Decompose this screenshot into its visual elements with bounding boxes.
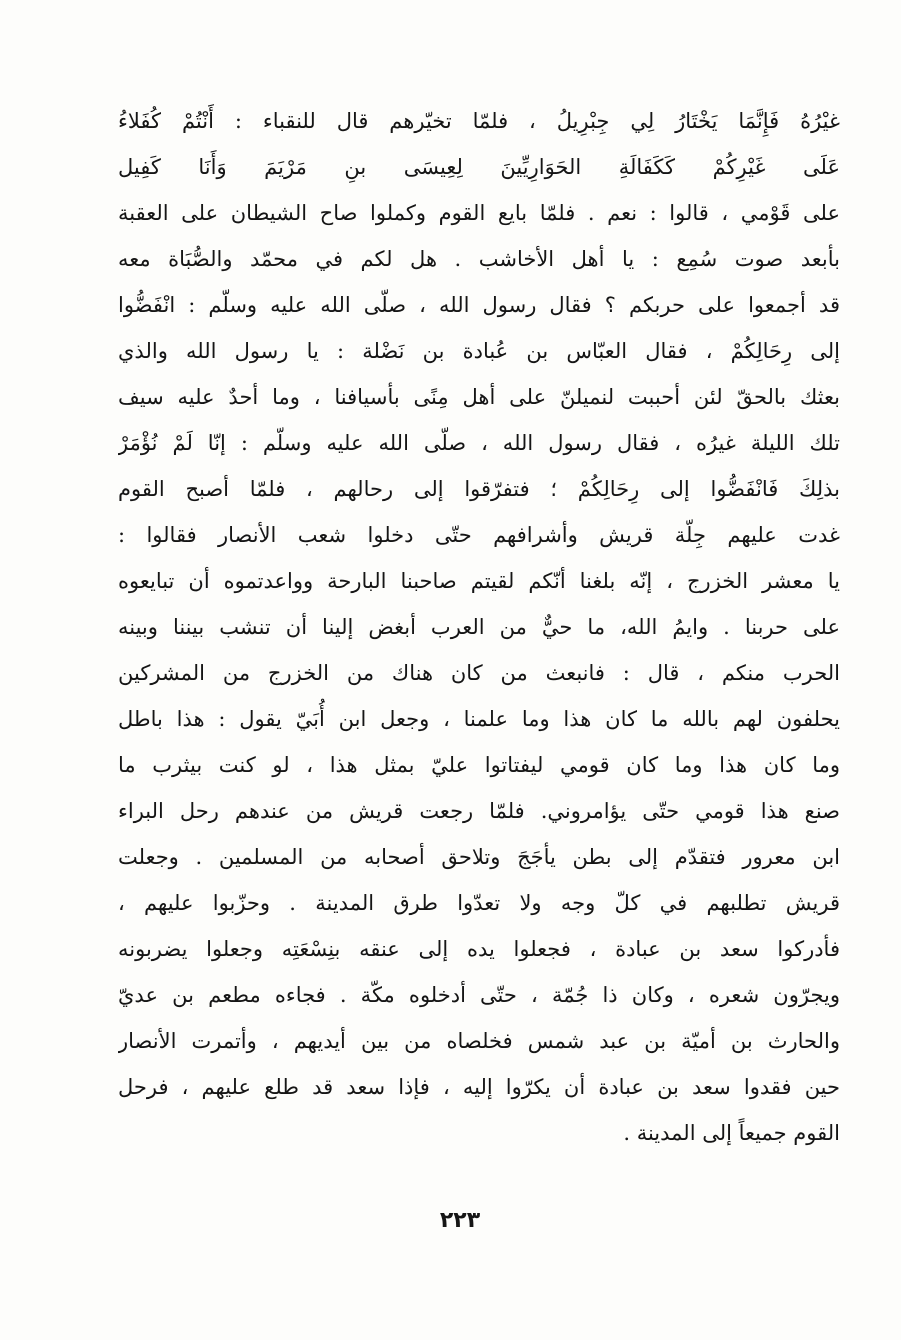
text-line: الحرب منكم ، قال : فانبعث من كان هناك من الخزرج من المشركين [118,661,840,685]
text-line: يحلفون لهم بالله ما كان هذا وما علمنا ، وجعل ابن أُبَيّ يقول : هذا باطل [118,707,840,731]
text-line: على قَوْمي ، قالوا : نعم . فلمّا بايع القوم وكملوا صاح الشيطان على العقبة [118,201,840,225]
text-line: إلى رِحَالِكُمْ ، فقال العبّاس بن عُبادة بن نَضْلة : يا رسول الله والذي [118,339,840,363]
page-number: ٢٢٣ [439,1208,481,1233]
text-line: ويجرّون شعره ، وكان ذا جُمّة ، حتّى أدخلوه مكّة . فجاءه مطعم بن عديّ [118,983,840,1007]
text-line: بذلِكَ فَانْفَضُّوا إلى رِحَالِكُمْ ؛ فتفرّقوا إلى رحالهم ، فلمّا أصبح القوم [118,477,840,501]
text-line: عَلَى غَيْرِكُمْ كَكَفَالَةِ الحَوَارِيِّينَ لِعِيسَى بنِ مَرْيَمَ وَأَنَا كَفِيل [118,155,840,179]
text-line: تلك الليلة غيرُه ، فقال رسول الله ، صلّى الله عليه وسلّم : إنّا لَمْ نُؤْمَرْ [118,431,840,455]
text-line: صنع هذا قومي حتّى يؤامروني. فلمّا رجعت قريش من عندهم رحل البراء [118,799,840,823]
text-line: قريش تطلبهم في كلّ وجه ولا تعدّوا طرق المدينة . وحزّبوا عليهم ، [118,891,840,915]
text-line: بأبعد صوت سُمِع : يا أهل الأخاشب . هل لكم في محمّد والصُّبَاة معه [118,247,840,271]
text-line-final: القوم جميعاً إلى المدينة . [623,1121,840,1145]
text-line: حين فقدوا سعد بن عبادة أن يكرّوا إليه ، فإذا سعد قد طلع عليهم ، فرحل [118,1075,840,1099]
text-line: غدت عليهم جِلّة قريش وأشرافهم حتّى دخلوا شعب الأنصار فقالوا : [118,523,840,547]
text-line: يا معشر الخزرج ، إنّه بلغنا أنّكم لقيتم صاحبنا البارحة وواعدتموه أن تبايعوه [118,569,840,593]
body-text [118,98,840,1156]
text-line: فأدركوا سعد بن عبادة ، فجعلوا يده إلى عنقه بنِسْعَتِه وجعلوا يضربونه [118,937,840,961]
text-line: والحارث بن أميّة بن عبد شمس فخلصاه من بين أيديهم ، وأتمرت الأنصار [118,1029,840,1053]
text-line: بعثك بالحقّ لئن أحببت لنميلنّ على أهل مِنًى بأسيافنا ، وما أحدٌ عليه سيف [118,385,840,409]
text-line: غيْرُهُ فَإِنَّمَا يَخْتَارُ لِي جِبْرِيلُ ، فلمّا تخيّرهم قال للنقباء : أَنْتُمْ كُفَلاءُ [118,109,840,133]
text-line: قد أجمعوا على حربكم ؟ فقال رسول الله ، صلّى الله عليه وسلّم : انْفَضُّوا [118,293,840,317]
text-line: ابن معرور فتقدّم إلى بطن يأجَجَ وتلاحق أصحابه من المسلمين . وجعلت [118,845,840,869]
text-line: وما كان هذا وما كان قومي ليفتاتوا عليّ بمثل هذا ، لو كنت بيثرب ما [118,753,840,777]
text-line: على حربنا . وايمُ الله، ما حيٌّ من العرب أبغض إلينا أن تنشب بيننا وبينه [118,615,840,639]
